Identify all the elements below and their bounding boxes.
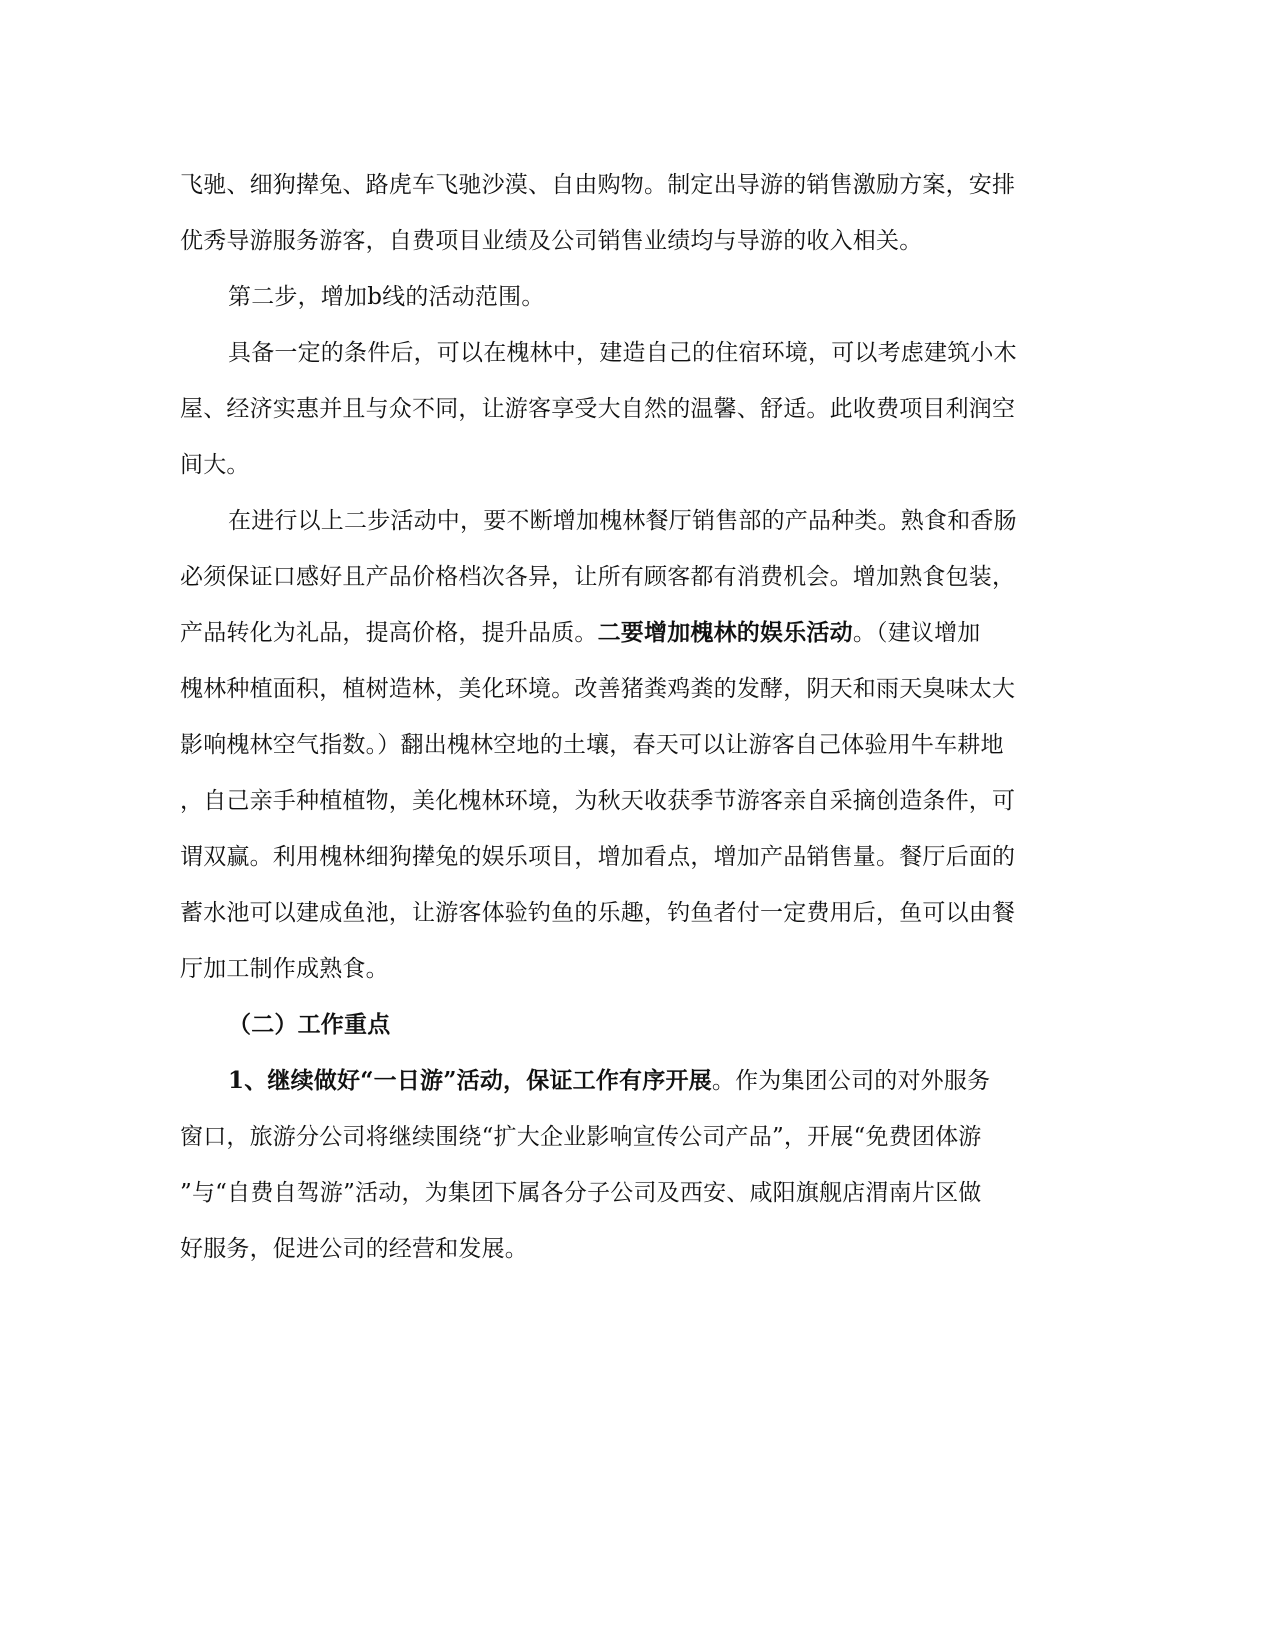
line-9-normal-before: 产品转化为礼品，提高价格，提升品质。 bbox=[180, 620, 598, 646]
paragraph-line-14: 蓄水池可以建成鱼池，让游客体验钓鱼的乐趣，钓鱼者付一定费用后，鱼可以由餐 bbox=[180, 900, 1016, 926]
paragraph-line-9 bbox=[180, 618, 1040, 648]
line-9-normal-after: 。（建议增加 bbox=[852, 620, 981, 646]
paragraph-line-15: 厅加工制作成熟食。 bbox=[180, 956, 389, 982]
paragraph-line-17 bbox=[228, 1066, 1040, 1096]
paragraph-line-20: 好服务，促进公司的经营和发展。 bbox=[180, 1236, 528, 1262]
paragraph-line-12: ，自己亲手种植植物，美化槐林环境，为秋天收获季节游客亲自采摘创造条件，可 bbox=[180, 788, 1016, 814]
paragraph-line-7: 在进行以上二步活动中，要不断增加槐林餐厅销售部的产品种类。熟食和香肠 bbox=[228, 508, 1017, 534]
section-heading: （二）工作重点 bbox=[228, 1011, 391, 1038]
paragraph-line-6: 间大。 bbox=[180, 452, 250, 478]
paragraph-line-18: 窗口，旅游分公司将继续围绕“扩大企业影响宣传公司产品”，开展“免费团体游 bbox=[180, 1124, 982, 1150]
paragraph-line-13: 谓双赢。利用槐林细狗撵兔的娱乐项目，增加看点，增加产品销售量。餐厅后面的 bbox=[180, 844, 1016, 870]
paragraph-line-11: 影响槐林空气指数。）翻出槐林空地的土壤，春天可以让游客自己体验用牛车耕地 bbox=[180, 732, 1004, 758]
line-17-normal-after: 。作为集团公司的对外服务 bbox=[711, 1068, 991, 1094]
paragraph-line-2: 优秀导游服务游客，自费项目业绩及公司销售业绩均与导游的收入相关。 bbox=[180, 228, 923, 254]
paragraph-line-19: ”与“自费自驾游”活动，为集团下属各分子公司及西安、咸阳旗舰店渭南片区做 bbox=[180, 1180, 982, 1206]
paragraph-line-8: 必须保证口感好且产品价格档次各异，让所有顾客都有消费机会。增加熟食包装， bbox=[180, 564, 1016, 590]
paragraph-line-10: 槐林种植面积，植树造林，美化环境。改善猪粪鸡粪的发酵，阴天和雨天臭味太大 bbox=[180, 676, 1016, 702]
entertainment-bold-phrase: 二要增加槐林的娱乐活动 bbox=[597, 619, 853, 646]
paragraph-line-1: 飞驰、细狗撵兔、路虎车飞驰沙漠、自由购物。制定出导游的销售激励方案，安排 bbox=[180, 172, 1016, 198]
one-day-tour-bold-heading: 1、继续做好“一日游”活动，保证工作有序开展 bbox=[228, 1067, 712, 1094]
paragraph-line-4: 具备一定的条件后，可以在槐林中，建造自己的住宿环境，可以考虑建筑小木 bbox=[228, 340, 1017, 366]
paragraph-line-5: 屋、经济实惠并且与众不同，让游客享受大自然的温馨、舒适。此收费项目利润空 bbox=[180, 396, 1016, 422]
step-two-line: 第二步，增加b线的活动范围。 bbox=[228, 284, 545, 310]
